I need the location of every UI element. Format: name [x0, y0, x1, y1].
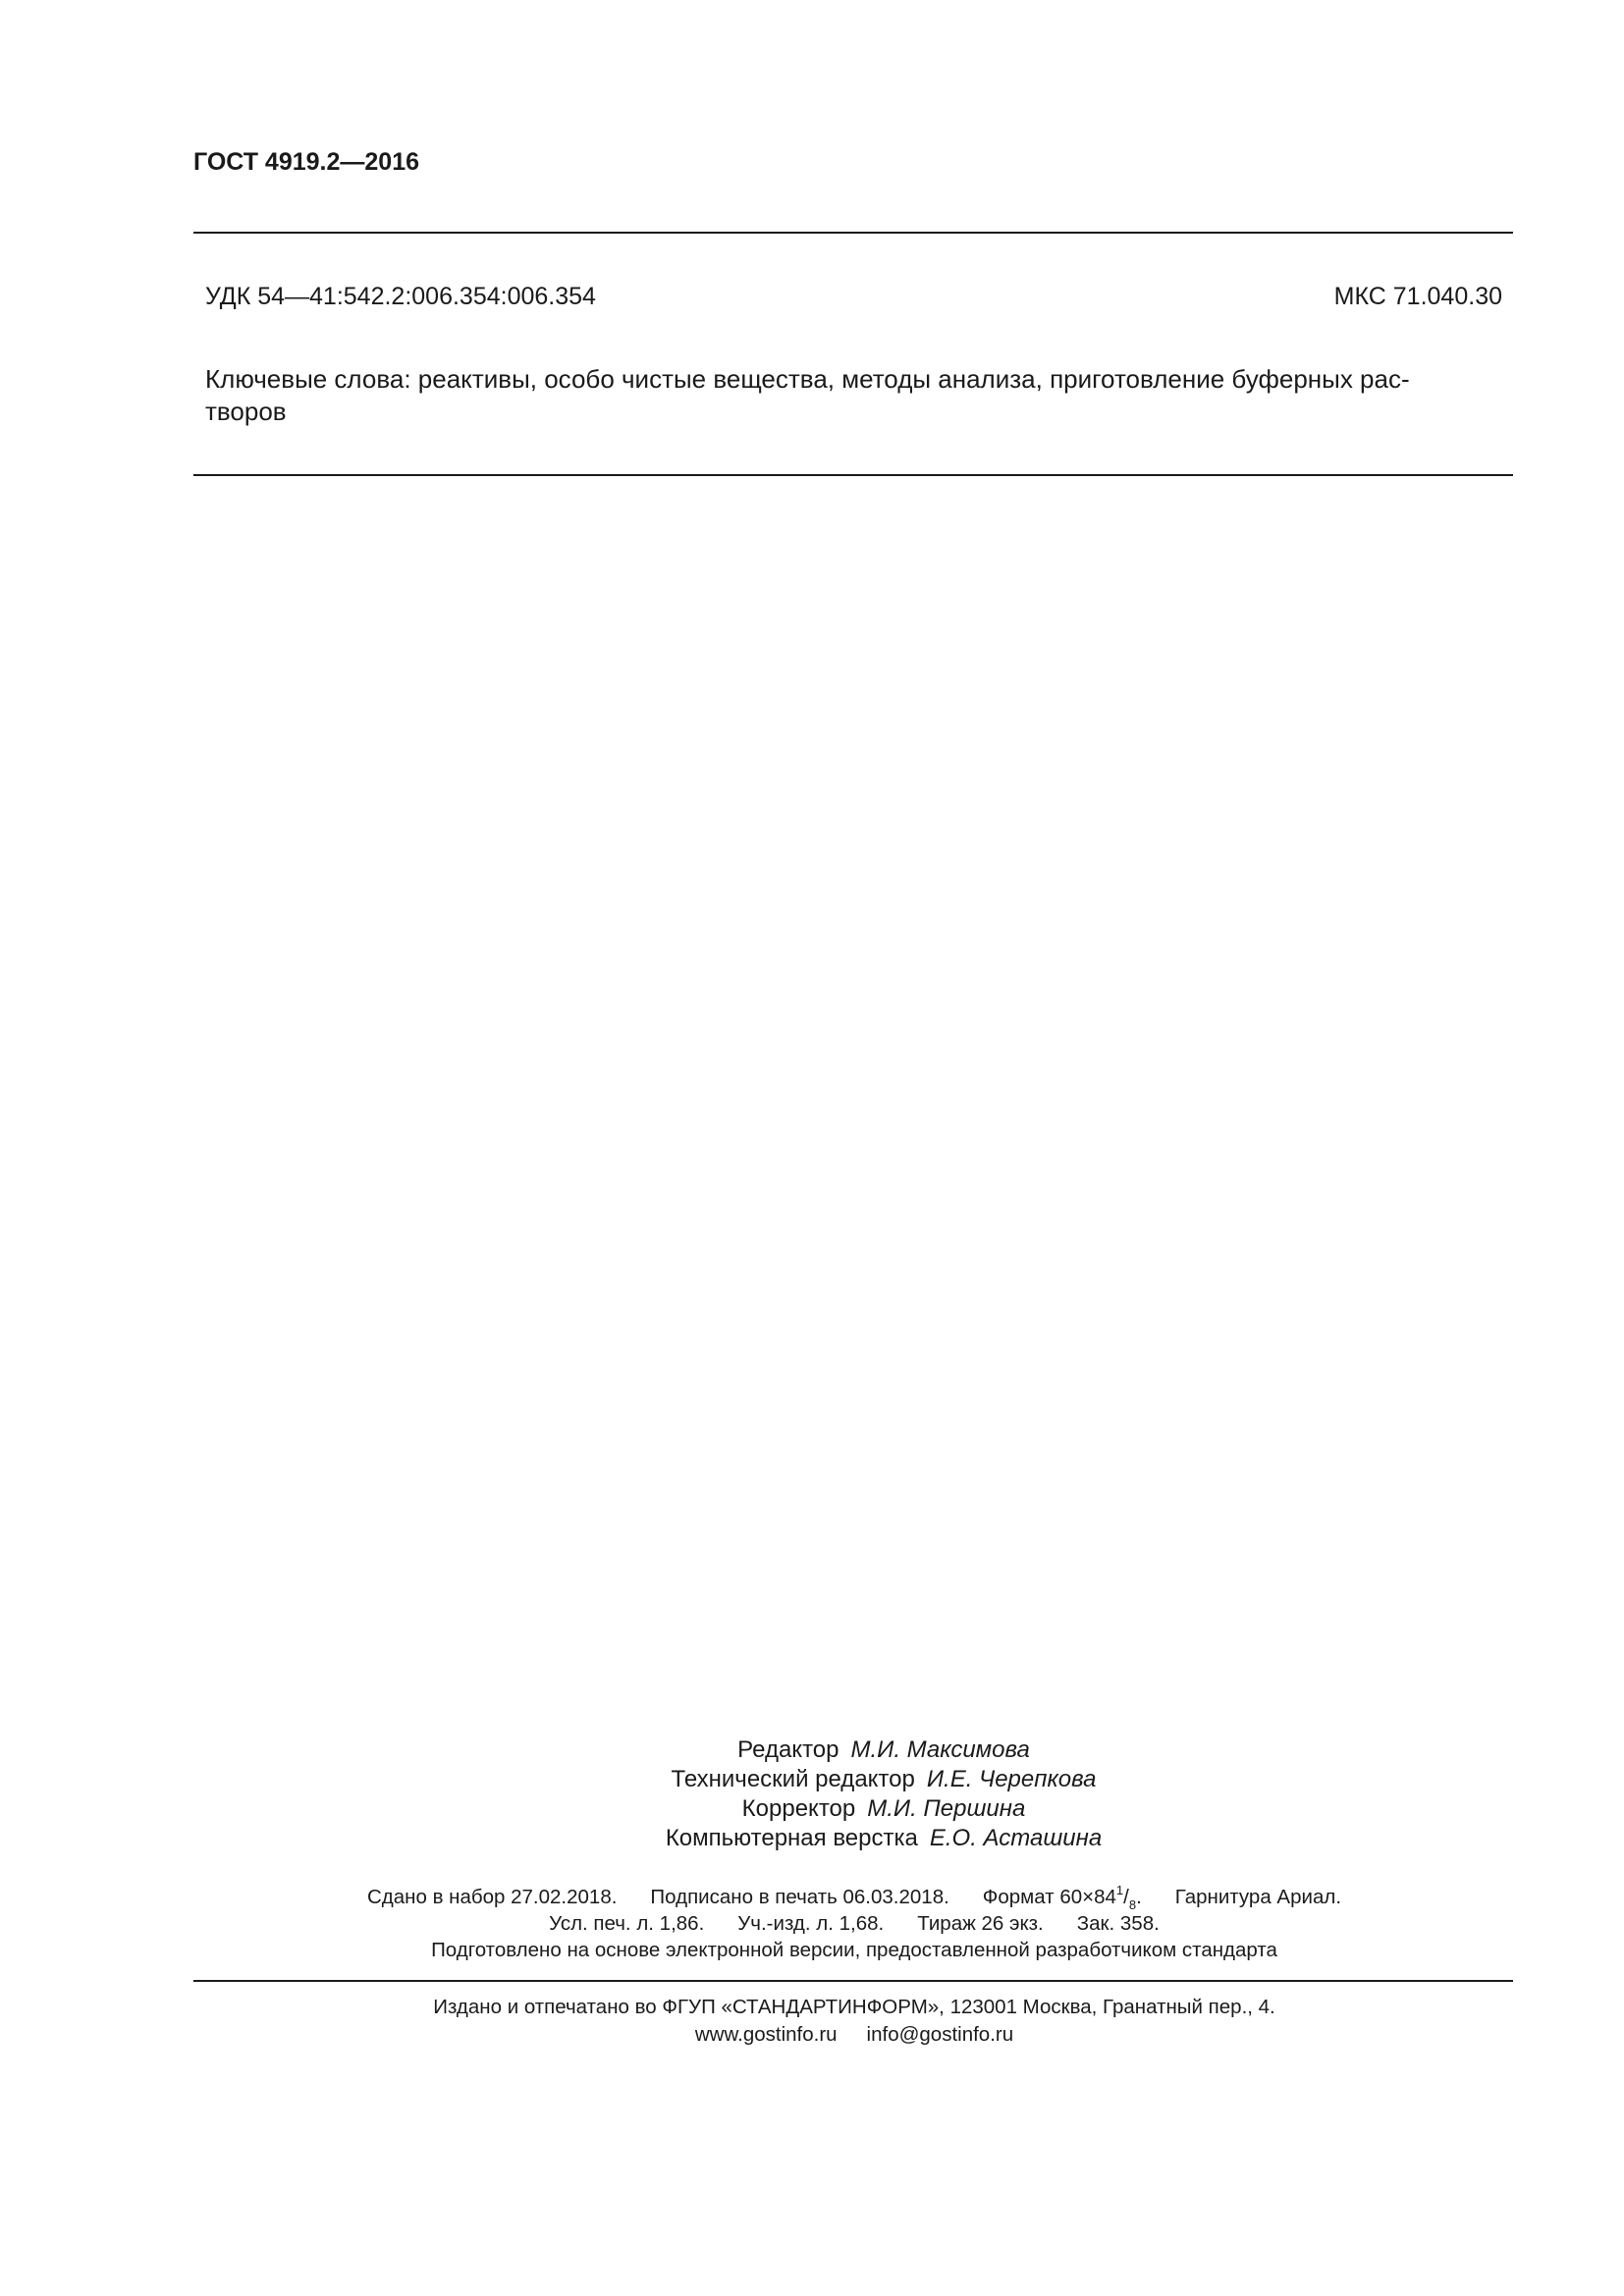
- top-divider: [193, 232, 1513, 234]
- credit-role: Редактор: [737, 1736, 839, 1763]
- credit-role: Технический редактор: [671, 1766, 915, 1792]
- submitted-date: Сдано в набор 27.02.2018.: [366, 1886, 618, 1908]
- paper-format: Формат $60\times 84^1/_8$.: [982, 1883, 1142, 1912]
- email-link[interactable]: info@gostinfo.ru: [866, 2023, 1014, 2046]
- signed-date: Подписано в печать 06.03.2018.: [650, 1886, 949, 1908]
- website-link[interactable]: www.gostinfo.ru: [694, 2023, 838, 2046]
- publication-info: [295, 1884, 1414, 1963]
- publication-line-1: [295, 1884, 1414, 1910]
- imprint-divider: [193, 1980, 1513, 1982]
- credit-layout: [491, 1824, 1276, 1853]
- credit-name: М.И. Максимова: [850, 1736, 1030, 1763]
- credit-editor: [491, 1735, 1276, 1765]
- credit-proofreader: [491, 1794, 1276, 1824]
- udk-code: УДК 54—41:542.2:006.354:006.354: [205, 283, 596, 310]
- contact-line: [295, 2021, 1414, 2049]
- publication-note: Подготовлено на основе электронной версии, предоставленной разработчиком стандарта: [431, 1939, 1277, 1961]
- credit-name: М.И. Першина: [867, 1795, 1026, 1822]
- credit-name: Е.О. Асташина: [929, 1825, 1103, 1851]
- order-number: Зак. 358.: [1076, 1912, 1160, 1935]
- publication-line-2: [295, 1910, 1414, 1937]
- typeface: Гарнитура Ариал.: [1174, 1886, 1342, 1908]
- keywords-block: [205, 363, 1506, 428]
- credit-role: Компьютерная верстка: [665, 1825, 918, 1851]
- mks-code: МКС 71.040.30: [1333, 283, 1502, 310]
- keywords-divider: [193, 474, 1513, 476]
- imprint-block: [295, 1994, 1414, 2049]
- print-sheets: Усл. печ. л. 1,86.: [549, 1912, 705, 1935]
- publisher-sheets: Уч.-изд. л. 1,68.: [737, 1912, 885, 1935]
- credits-block: [491, 1735, 1276, 1853]
- keywords-line-1: Ключевые слова: реактивы, особо чистые вещества, методы анализа, приготовление буферных рас-: [205, 364, 1410, 394]
- credit-role: Корректор: [741, 1795, 856, 1822]
- keywords-line-2: творов: [205, 397, 287, 426]
- publisher-address: Издано и отпечатано во ФГУП «СТАНДАРТИНФОРМ», 123001 Москва, Гранатный пер., 4.: [433, 1996, 1275, 2018]
- circulation: Тираж 26 экз.: [917, 1912, 1044, 1935]
- credit-name: И.Е. Черепкова: [926, 1766, 1097, 1792]
- standard-code: ГОСТ 4919.2—2016: [193, 148, 420, 176]
- credit-tech-editor: [491, 1765, 1276, 1794]
